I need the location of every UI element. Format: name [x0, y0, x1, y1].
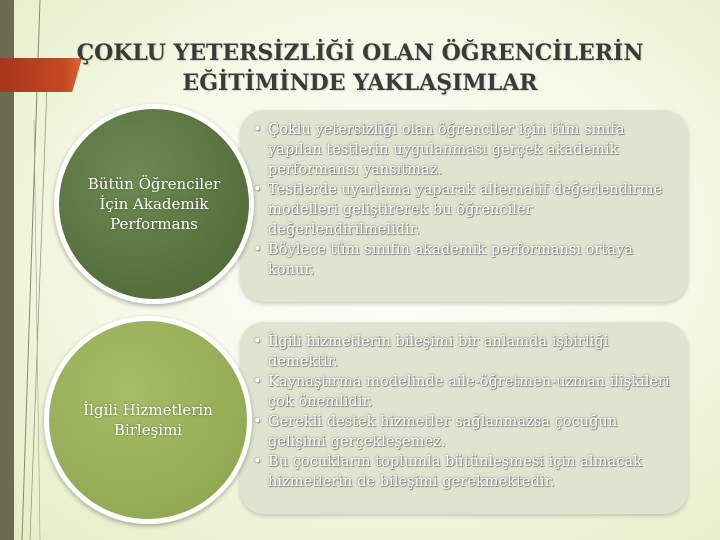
- section-circle-related-services: [44, 316, 252, 524]
- bullet-item: • Bu çocukların toplumla bütünleşmesi için alınacak hizmetlerin de bileşimi gerekmektedir.: [268, 452, 674, 492]
- bullet-item: • İlgili hizmetlerin bileşimi bir anlamda işbirliği demektir.: [268, 332, 674, 372]
- slide-title: ÇOKLU YETERSİZLİĞİ OLAN ÖĞRENCİLERİN EĞİTİMİNDE YAKLAŞIMLAR: [76, 40, 644, 96]
- bullet-list-1: [240, 110, 688, 280]
- bullet-list-2: [240, 322, 688, 492]
- section-label: İlgili Hizmetlerin Birleşimi: [83, 401, 213, 439]
- bullet-panel-1: [240, 110, 688, 302]
- bullet-item: • Çoklu yetersizliği olan öğrenciler için tüm sınıfa yapılan testlerin uygulanması gerçek akademik performansı yansıtmaz.: [268, 120, 674, 180]
- section-circle-academic-performance: [54, 104, 254, 304]
- bullet-item: • Testlerde uyarlama yaparak alternatif değerlendirme modelleri geliştirerek bu öğrenciler değerlendirilmelidir.: [268, 180, 674, 240]
- bullet-item: • Kaynaştırma modelinde aile-öğretmen-uzman ilişkileri çok önemlidir.: [268, 372, 674, 412]
- bullet-panel-2: [240, 322, 688, 514]
- bullet-item: • Böylece tüm sınıfın akademik performansı ortaya konur.: [268, 240, 674, 280]
- bullet-item: • Gerekli destek hizmetler sağlanmazsa çocuğun gelişimi gerçekleşemez.: [268, 412, 674, 452]
- section-label: Bütün Öğrenciler İçin Akademik Performans: [87, 175, 221, 233]
